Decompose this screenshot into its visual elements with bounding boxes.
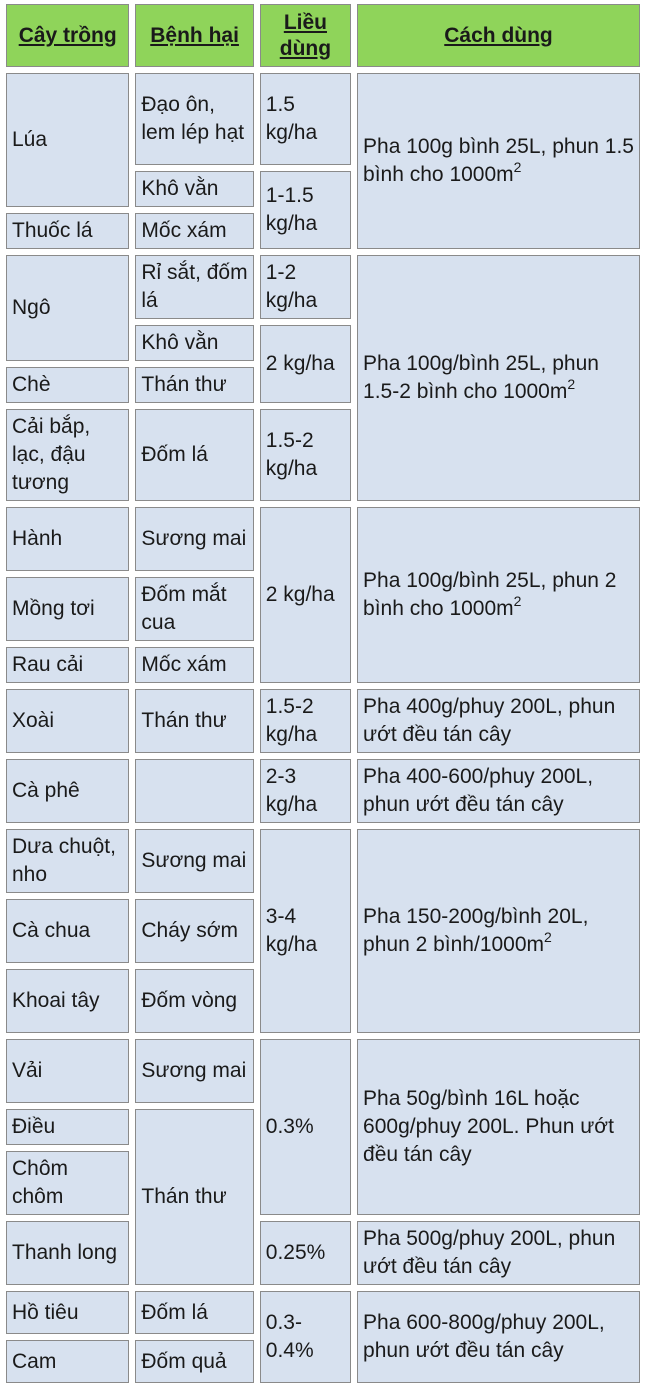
crop-cell: Cam — [6, 1340, 129, 1383]
disease-cell: Đốm mắt cua — [135, 577, 253, 641]
header-crop: Cây trồng — [6, 4, 129, 67]
crop-cell: Khoai tây — [6, 969, 129, 1033]
dose-cell: 1.5-2 kg/ha — [260, 689, 351, 753]
dose-cell: 0.25% — [260, 1221, 351, 1285]
dose-cell: 3-4 kg/ha — [260, 829, 351, 1033]
usage-text: Pha 150-200g/bình 20L, phun 2 bình/1000m — [363, 905, 589, 956]
disease-cell: Thán thư — [135, 1109, 253, 1285]
dose-cell: 2 kg/ha — [260, 325, 351, 403]
table-row — [6, 73, 640, 165]
crop-cell: Hành — [6, 507, 129, 571]
usage-sup: 2 — [567, 376, 576, 392]
header-usage: Cách dùng — [357, 4, 640, 67]
table-row — [6, 255, 640, 319]
disease-cell: Mốc xám — [135, 647, 253, 683]
disease-cell: Rỉ sắt, đốm lá — [135, 255, 253, 319]
dose-cell: 1-1.5 kg/ha — [260, 171, 351, 249]
header-disease: Bệnh hại — [135, 4, 253, 67]
disease-cell: Sương mai — [135, 829, 253, 893]
dose-cell: 1.5-2 kg/ha — [260, 409, 351, 501]
usage-cell — [357, 507, 640, 683]
table-row — [6, 689, 640, 753]
disease-cell: Thán thư — [135, 367, 253, 403]
disease-cell: Đạo ôn, lem lép hạt — [135, 73, 253, 165]
disease-cell — [135, 759, 253, 823]
crop-cell: Chôm chôm — [6, 1151, 129, 1215]
table-row — [6, 759, 640, 823]
disease-cell: Sương mai — [135, 1039, 253, 1103]
table-row — [6, 829, 640, 893]
usage-cell: Pha 400-600/phuy 200L, phun ướt đều tán cây — [357, 759, 640, 823]
disease-cell: Khô vằn — [135, 171, 253, 207]
table-row — [6, 1291, 640, 1334]
usage-text: Pha 100g/bình 25L, phun 2 bình cho 1000m — [363, 569, 617, 620]
usage-cell: Pha 50g/bình 16L hoặc 600g/phuy 200L. Phun ướt đều tán cây — [357, 1039, 640, 1215]
dose-cell: 0.3-0.4% — [260, 1291, 351, 1383]
usage-sup: 2 — [544, 929, 552, 945]
usage-cell — [357, 73, 640, 249]
disease-cell: Thán thư — [135, 689, 253, 753]
table-row — [6, 1039, 640, 1103]
crop-cell: Thuốc lá — [6, 213, 129, 249]
disease-cell: Đốm lá — [135, 409, 253, 501]
dose-cell: 1-2 kg/ha — [260, 255, 351, 319]
usage-text: Pha 100g/bình 25L, phun 1.5-2 bình cho 1000m — [363, 352, 599, 403]
header-dose: Liều dùng — [260, 4, 351, 67]
disease-cell: Đốm lá — [135, 1291, 253, 1334]
crop-cell: Mồng tơi — [6, 577, 129, 641]
crop-cell: Xoài — [6, 689, 129, 753]
crop-cell: Lúa — [6, 73, 129, 207]
usage-cell: Pha 500g/phuy 200L, phun ướt đều tán cây — [357, 1221, 640, 1285]
crop-cell: Ngô — [6, 255, 129, 361]
usage-sup: 2 — [513, 159, 522, 175]
dose-cell: 1.5 kg/ha — [260, 73, 351, 165]
crop-cell: Chè — [6, 367, 129, 403]
crop-cell: Rau cải — [6, 647, 129, 683]
usage-cell: Pha 400g/phuy 200L, phun ướt đều tán cây — [357, 689, 640, 753]
disease-cell: Khô vằn — [135, 325, 253, 361]
crop-cell: Thanh long — [6, 1221, 129, 1285]
crop-cell: Cà chua — [6, 899, 129, 963]
usage-cell — [357, 255, 640, 501]
disease-cell: Đốm vòng — [135, 969, 253, 1033]
disease-cell: Đốm quả — [135, 1340, 253, 1383]
disease-cell: Sương mai — [135, 507, 253, 571]
dose-cell: 2-3 kg/ha — [260, 759, 351, 823]
dose-cell: 0.3% — [260, 1039, 351, 1215]
crop-cell: Điều — [6, 1109, 129, 1145]
dose-cell: 2 kg/ha — [260, 507, 351, 683]
disease-cell: Mốc xám — [135, 213, 253, 249]
table-row — [6, 507, 640, 571]
crop-cell: Vải — [6, 1039, 129, 1103]
table-row — [6, 1221, 640, 1285]
usage-sup: 2 — [513, 593, 522, 609]
crop-cell: Cà phê — [6, 759, 129, 823]
header-row — [6, 4, 640, 67]
crop-cell: Hồ tiêu — [6, 1291, 129, 1334]
crop-cell: Cải bắp, lạc, đậu tương — [6, 409, 129, 501]
crop-cell: Dưa chuột, nho — [6, 829, 129, 893]
usage-text: Pha 100g bình 25L, phun 1.5 bình cho 1000m — [363, 135, 634, 186]
disease-cell: Cháy sớm — [135, 899, 253, 963]
usage-cell — [357, 829, 640, 1033]
usage-cell: Pha 600-800g/phuy 200L, phun ướt đều tán cây — [357, 1291, 640, 1383]
